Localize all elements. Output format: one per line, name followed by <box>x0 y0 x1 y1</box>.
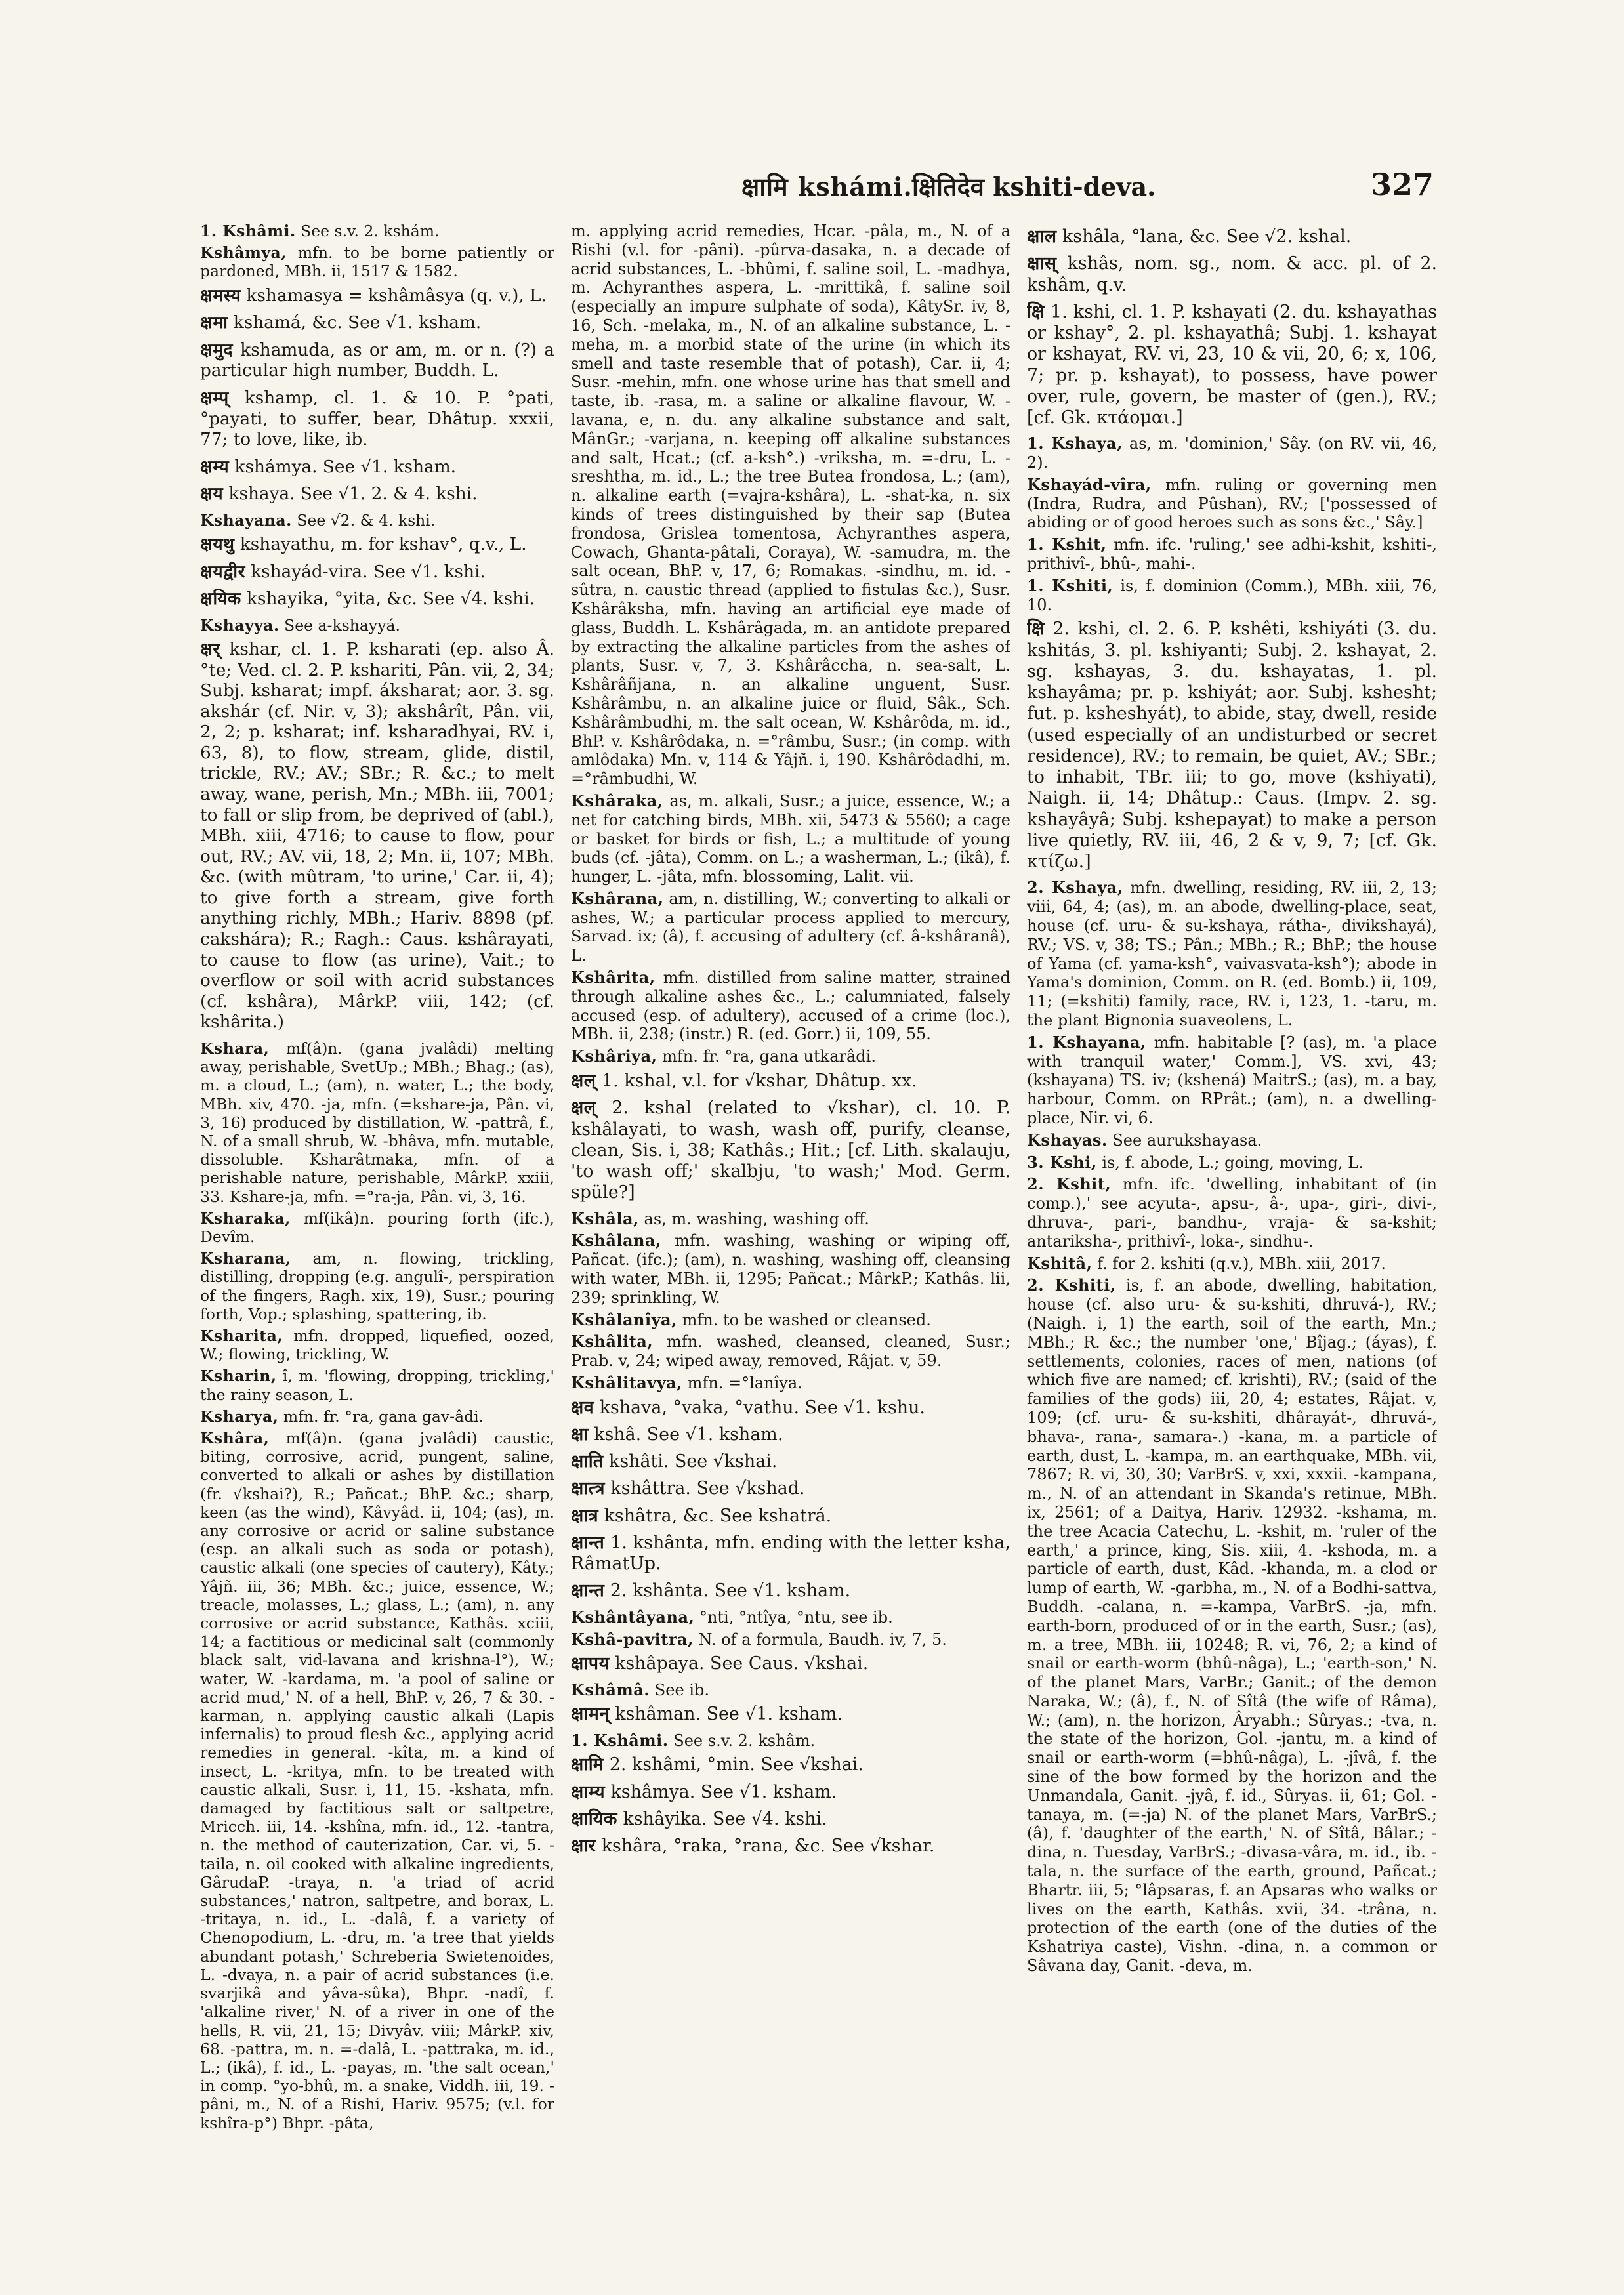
entry-headword: Ksharya, <box>200 1407 279 1426</box>
running-head-center: क्षितिदेव kshiti-deva. <box>912 172 1156 201</box>
entry-headword: Kshârita, <box>571 968 656 987</box>
dictionary-entry <box>200 340 554 382</box>
dictionary-entry <box>1027 619 1437 873</box>
entry-headword: क्षार <box>571 1836 596 1857</box>
dictionary-entry <box>200 484 554 505</box>
entry-definition: kshamá, &c. See √1. ksham. <box>228 313 482 333</box>
entry-definition: kshâttra. See √kshad. <box>604 1478 805 1499</box>
entry-definition: See ib. <box>650 1680 709 1699</box>
entry-definition: °nti, °ntîya, °ntu, see ib. <box>694 1607 893 1626</box>
dictionary-entry <box>1027 434 1437 472</box>
dictionary-entry <box>571 1533 1010 1575</box>
entry-headword: क्षव <box>571 1397 594 1418</box>
entry-definition: N. of a formula, Baudh. iv, 7, 5. <box>693 1630 947 1649</box>
dictionary-entry <box>200 457 554 478</box>
dictionary-entry <box>571 1630 1010 1649</box>
entry-headword: 3. Kshi, <box>1027 1152 1097 1172</box>
dictionary-entry <box>200 639 554 1033</box>
entry-headword: Ksharaka, <box>200 1209 291 1228</box>
entry-definition: See √2. & 4. kshi. <box>291 510 436 529</box>
entry-definition: mfn. dwelling, residing, RV. iii, 2, 13; viii, 64, 4; (as), m. an abode, dwelling-place, seat, house (cf. uru- & su-kshaya, rátha-, divikshayá), RV.; VS. v, 38; TS.; Pân.; MBh.; R.; BhP.; the house of Yama (cf. yama-ksh°, vaivasvata-ksh°); abode in Yama's dominion, Comm. on R. (ed. Bomb.) ii, 109, 11; (=kshiti) family, race, RV. i, 123, 1. -taru, m. the plant Bignonia suaveolens, L. <box>1027 879 1437 1029</box>
column-1 <box>200 222 554 2213</box>
entry-definition: 2. kshi, cl. 2. 6. P. kshêti, kshiyáti (3. du. kshitás, 3. pl. kshiyanti; Subj. 2. kshayat, 2. sg. kshayas, 3. du. kshayatas, 1. pl. kshayâma; pr. p. kshiyát; aor. Subj. kshesht; fut. p. ksheshyát), to abide, stay, dwell, reside (used especially of an undisturbed or secret residence), RV.; to remain, be quiet, AV.; SBr.; to inhabit, TBr. iii; to go, move (kshiyati), Naigh. ii, 14; Dhâtup.: Caus. (Impv. 2. sg. kshayâyâ; Subj. kshepayat) to make a person live quietly, RV. iii, 46, 2 & v, 9, 7; [cf. Gk. κτίζω.] <box>1027 619 1437 873</box>
entry-headword: क्षाति <box>571 1451 604 1472</box>
entry-definition: 1. kshi, cl. 1. P. kshayati (2. du. kshayathas or kshay°, 2. pl. kshayathâ; Subj. 1. kshayat or kshayat, RV. vi, 23, 10 & vii, 20, 6; x, 106, 7; pr. p. kshayat), to possess, have power over, rule, govern, be master of (gen.), RV.; [cf. Gk. κτάομαι.] <box>1027 301 1437 428</box>
dictionary-entry <box>200 1209 554 1246</box>
entry-definition: kshâman. See √1. ksham. <box>609 1704 843 1725</box>
entry-headword: Kshayas. <box>1027 1130 1108 1149</box>
dictionary-entry <box>1027 476 1437 532</box>
entry-definition: 2. kshânta. See √1. ksham. <box>604 1581 851 1602</box>
dictionary-entry <box>1027 535 1437 573</box>
dictionary-entry <box>571 1836 1010 1857</box>
dictionary-entry <box>200 1407 554 1426</box>
entry-headword: Kshâla, <box>571 1209 639 1228</box>
dictionary-entry <box>571 1782 1010 1803</box>
dictionary-entry <box>200 1367 554 1403</box>
dictionary-entry <box>200 312 554 334</box>
entry-definition: mfn. washed, cleansed, cleaned, Susr.; Prab. v, 24; wiped away, removed, Râjat. v, 59. <box>571 1333 1010 1371</box>
dictionary-entry <box>1027 302 1437 429</box>
entry-headword: Kshâriya, <box>571 1046 657 1066</box>
entry-headword: 2. Kshaya, <box>1027 878 1123 898</box>
dictionary-entry <box>571 1581 1010 1602</box>
column-3 <box>1027 222 1437 2213</box>
entry-headword: क्षान्त <box>571 1532 605 1553</box>
entry-headword: क्षास् <box>1027 253 1057 274</box>
dictionary-entry <box>1027 253 1437 296</box>
dictionary-entry <box>200 589 554 610</box>
entry-definition: is, f. an abode, dwelling, habitation, house (cf. also uru- & su-kshiti, dhruvá-), RV.; (Naigh. i, 1) the earth, soil of the earth, Mn.; MBh.; R. &c.; the number 'one,' Bîjag.; (áyas), f. settlements, colonies, races of men, nations (of which five are named; cf. krishti), RV.; (said of the families of the gods) iii, 20, 4; estates, Râjat. v, 109; (cf. uru- & su-kshiti, dhârayát-, dhruvá-, bhava-, rana-, samara-.) -kana, m. a particle of earth, dust, L. -kampa, m. an earthquake, MBh. vii, 7867; R. vi, 30, 30; VarBrS. v, xxi, xxxii. -kampana, m., N. of an attendant in Skanda's retinue, MBh. ix, 2561; of a Daitya, Hariv. 12932. -kshama, m. the tree Acacia Catechu, L. -kshit, m. 'ruler of the earth,' a prince, king, Sis. xiii, 4. -kshoda, m. a particle of earth, dust, Kâd. -khanda, m. a clod or lump of earth, W. -garbha, m., N. of a Bodhi-sattva, Buddh. -calana, n. =-kampa, VarBrS. -ja, mfn. earth-born, produced of or in the earth, Susr.; (as), m. a tree, MBh. iii, 10248; R. vi, 76, 2; a kind of snail or earth-worm (bhû-nâga), L.; 'earth-son,' N. of the planet Mars, VarBr.; Ganit.; of the demon Naraka, W.; (â), f., N. of Sîtâ (the wife of Râma), W.; (am), n. the horizon, Âryabh.; Sûryas.; -tva, n. the state of the horizon, Gol. -jantu, m. a kind of snail or earth-worm (=bhû-nâga), L. -jîvâ, f. the sine of the bow formed by the horizon and the Unmandala, Ganit. -jyâ, f. id., Sûryas. ii, 61; Gol. -tanaya, m. (=-ja) N. of the planet Mars, VarBrS.; (â), f. 'daughter of the earth,' N. of Sîtâ, Bâlar.; -dina, n. Tuesday, VarBrS.; -divasa-vâra, m. id., ib. -tala, n. the surface of the earth, ground, Pañcat.; Bhartr. iii, 5; °lâpsaras, f. an Apsaras who walks or lives on the earth, Kathâs. xvii, 34. -trâna, n. protection of the earth (one of the duties of the Kshatriya caste), Vishn. -dina, n. a common or Sâvana day, Ganit. -deva, m. <box>1027 1276 1437 1975</box>
dictionary-entry <box>200 616 554 634</box>
entry-headword: 1. Kshaya, <box>1027 434 1123 453</box>
dictionary-entry <box>1027 226 1437 247</box>
entry-definition: 2. kshâmi, °min. See √kshai. <box>604 1754 864 1775</box>
entry-definition: m. applying acrid remedies, Hcar. -pâla, m., N. of a Rishi (v.l. for -pâni). -pûrva-dasaka, n. a decade of acrid substances, L. -bhûmi, f. saline soil, L. -madhya, m. Achyranthes aspera, L. -mrittikâ, f. saline soil (especially an impure sulphate of soda), KâtySr. iv, 8, 16, Sch. -melaka, m., N. of an alkaline substance, L. -meha, m. a morbid state of the urine (in which its smell and taste resemble that of potash), Car. ii, 4; Susr. -mehin, mfn. one whose urine has that smell and taste, ib. -rasa, m. a saline or alkaline flavour, W. -lavana, e, n. du. any alkaline substance and salt, MânGr.; -varjana, n. keeping off alkaline substances and salt, Hcat.; (cf. a-ksh°.) -vriksha, m. =-dru, L. -sreshtha, m. id., L.; the tree Butea frondosa, L.; (am), n. alkaline earth (=vajra-kshâra), L. -shat-ka, n. six kinds of trees distinguished by their sap (Butea frondosa, Grislea tomentosa, Achyranthes aspera, Cowach, Ghanta-pâtali, Coraya), W. -samudra, m. the salt ocean, BhP. v, 17, 6; Romakas. -sindhu, m. id. -sûtra, n. caustic thread (applied to fistulas &c.), Susr. Kshârâksha, mfn. having an artificial eye made of glass, Buddh. L. Kshârâgada, m. an antidote prepared by extracting the alkaline particles from the ashes of plants, Susr. v, 7, 3. Kshârâccha, n. sea-salt, L. Kshârâñjana, n. an alkaline unguent, Susr. Kshârâmbu, n. an alkaline juice or fluid, Sâk., Sch. Kshârâmbudhi, m. the salt ocean, W. Kshârôda, m. id., BhP. v. Kshârôdaka, n. =°râmbu, Susr.; (in comp. with amlôdaka) Mn. v, 114 & Yâjñ. i, 190. Kshârôdadhi, m. =°râmbudhi, W. <box>571 222 1010 789</box>
entry-headword: 1. Kshayana, <box>1027 1032 1146 1052</box>
dictionary-entry <box>571 1506 1010 1527</box>
entry-definition: mfn. fr. °ra, gana gav-âdi. <box>278 1407 484 1426</box>
dictionary-entry <box>571 1047 1010 1066</box>
dictionary-entry <box>1027 879 1437 1029</box>
dictionary-entry <box>200 1039 554 1206</box>
entry-definition: mfn. to be washed or cleansed. <box>677 1310 931 1329</box>
dictionary-entry <box>571 792 1010 886</box>
entry-definition: as, m. 'dominion,' Sây. (on RV. vii, 46, 2). <box>1027 434 1437 472</box>
entry-definition: is, f. dominion (Comm.), MBh. xiii, 76, 10. <box>1027 576 1437 614</box>
dictionary-entry <box>571 1098 1010 1203</box>
dictionary-entry <box>571 1608 1010 1627</box>
entry-definition: kshayika, °yita, &c. See √4. kshi. <box>241 589 535 610</box>
entry-definition: 1. kshânta, mfn. ending with the letter ksha, RâmatUp. <box>571 1532 1010 1575</box>
dictionary-entry <box>1027 1033 1437 1128</box>
entry-headword: क्षात्र <box>571 1505 599 1526</box>
dictionary-entry <box>571 1653 1010 1674</box>
entry-headword: क्षम्प् <box>200 387 229 408</box>
entry-headword: Kshâraka, <box>571 791 663 810</box>
running-head <box>0 169 1624 215</box>
entry-headword: 1. Kshit, <box>1027 535 1107 554</box>
entry-definition: kshâti. See √kshai. <box>603 1451 778 1472</box>
entry-definition: kshâmya. See √1. ksham. <box>605 1781 837 1802</box>
entry-definition: f. for 2. kshiti (q.v.), MBh. xiii, 2017. <box>1092 1254 1386 1273</box>
dictionary-entry <box>200 222 554 240</box>
entry-headword: क्षयिक <box>200 589 241 610</box>
entry-headword: Kshara, <box>200 1039 270 1058</box>
entry-headword: क्षायिक <box>571 1808 617 1829</box>
entry-headword: Kshâlanîya, <box>571 1310 677 1329</box>
entry-definition: kshamasya = kshâmâsya (q. v.), L. <box>241 285 547 306</box>
dictionary-entry <box>200 511 554 529</box>
entry-definition: mfn. habitable [? (as), m. 'a place with tranquil water,' Comm.], VS. xvi, 43; (kshayana) TS. iv; (kshená) MaitrS.; (as), m. a bay, harbour, Comm. on RPrât.; (am), n. a dwelling-place, Nir. vi, 6. <box>1027 1033 1437 1127</box>
entry-headword: Kshâlita, <box>571 1332 654 1352</box>
entry-definition: kshar, cl. 1. P. ksharati (ep. also Â. °te; Ved. cl. 2. P. kshariti, Pân. vii, 2, 34; Subj. ksharat; impf. áksharat; aor. 3. sg. akshár (cf. Nir. v, 3); akshârît, Pân. vii, 2, 2; p. ksharat; inf. ksharadhyai, RV. i, 63, 8), to flow, stream, glide, distil, trickle, RV.; AV.; SBr.; R. &c.; to melt away, wane, perish, Mn.; MBh. iii, 7001; to fall or slip from, be deprived of (abl.), MBh. xiii, 4716; to cause to flow, pour out, RV.; AV. vii, 18, 2; Mn. ii, 107; MBh. &c. (with mûtram, 'to urine,' Car. ii, 4); to give forth a stream, give forth anything richly, MBh.; Hariv. 8898 (pf. cakshára); R.; Ragh.: Caus. kshârayati, to cause to flow (as urine), Vait.; to overflow or soil with acrid substances (cf. kshâra), MârkP. viii, 142; (cf. kshârita.) <box>200 639 554 1033</box>
entry-definition: 2. kshal (related to √kshar), cl. 10. P. kshâlayati, to wash, wash off, purify, cleanse, clean, Sis. i, 38; Kathâs.; Hit.; [cf. Lith. skalauju, 'to wash off;' skalbju, 'to wash;' Mod. Germ. spüle?] <box>571 1098 1010 1203</box>
dictionary-entry <box>1027 1153 1437 1172</box>
entry-headword: Ksharita, <box>200 1326 283 1345</box>
entry-headword: क्षामि <box>571 1754 604 1775</box>
entry-definition: mfn. ruling or governing men (Indra, Rudra, and Pûshan), RV.; ['possessed of abiding or of good heroes such as sons &c.,' Sây.] <box>1027 475 1437 532</box>
entry-definition: kshámya. See √1. ksham. <box>229 457 457 477</box>
entry-headword: क्षमस्य <box>200 285 241 306</box>
dictionary-entry <box>1027 577 1437 615</box>
dictionary-entry <box>200 1249 554 1323</box>
entry-definition: kshaya. See √1. 2. & 4. kshi. <box>223 484 478 505</box>
dictionary-entry <box>571 1809 1010 1830</box>
entry-headword: क्षात्त्र <box>571 1478 605 1499</box>
entry-definition: mf(â)n. (gana jvalâdi) caustic, biting, corrosive, acrid, pungent, saline, converted to alkali or ashes by distillation (fr. √kshai?), R.; Pañcat.; BhP. &c.; sharp, keen (as the wind), Kâvyâd. ii, 104; (as), m. any corrosive or acrid or saline substance (esp. an alkali such as soda or potash), caustic alkali (one species of cautery), Kâty.; Yâjñ. iii, 36; MBh. &c.; juice, essence, W.; treacle, molasses, L.; glass, L.; (am), n. any corrosive or acrid substance, Kathâs. xciii, 14; a factitious or medicinal salt (commonly black salt, vid-lavana and krishna-l°), W.; water, W. -kardama, m. 'a pool of saline or acrid mud,' N. of a hell, BhP. v, 26, 7 & 30. -karman, n. applying caustic alkali (Lapis infernalis) to proud flesh &c., applying acrid remedies in general. -kîta, m. a kind of insect, L. -kritya, mfn. to be treated with caustic alkali, Susr. i, 11, 15. -kshata, mfn. damaged by factitious salt or saltpetre, Mricch. iii, 14. -kshîna, mfn. id., 12. -tantra, n. the method of cauterization, Car. vi, 5. -taila, n. oil cooked with alkaline ingredients, GârudaP. -traya, n. 'a triad of acrid substances,' natron, saltpetre, and borax, L. -tritaya, n. id., L. -dalâ, f. a variety of Chenopodium, L. -dru, m. 'a tree that yields abundant potash,' Schreberia Swietenoides, L. -dvaya, n. a pair of acrid substances (i.e. svarjikâ and yâva-sûka), Bhpr. -nadî, f. 'alkaline river,' N. of a river in one of the hells, R. vii, 21, 15; Divyâv. viii; MârkP. xiv, 68. -pattra, m. n. =-dalâ, L. -pattraka, m. id., L.; (ikâ), f. id., L. -payas, m. 'the salt ocean,' in comp. °yo-bhû, m. a snake, Viddh. iii, 19. -pâni, m., N. of a Rishi, Hariv. 9575; (v.l. for kshîra-p°) Bhpr. -pâta, <box>200 1429 554 2132</box>
dictionary-entry <box>200 243 554 280</box>
dictionary-entry <box>571 1704 1010 1725</box>
dictionary-entry <box>571 1397 1010 1418</box>
entry-definition: mf(â)n. (gana jvalâdi) melting away, perishable, SvetUp.; MBh.; Bhag.; (as), m. a cloud, L.; (am), n. water, L.; the body, MBh. xiv, 470. -ja, mfn. (=kshare-ja, Pân. vi, 3, 16) produced by distillation, W. -pattrâ, f., N. of a small shrub, W. -bhâva, mfn. mutable, dissoluble. Ksharâtmaka, mfn. of a perishable nature, perishable, MârkP. xxiii, 33. Kshare-ja, mfn. =°ra-ja, Pân. vi, 3, 16. <box>200 1039 554 1206</box>
entry-definition: kshâra, °raka, °rana, &c. See √kshar. <box>596 1836 935 1857</box>
page-number: 327 <box>1370 167 1434 202</box>
dictionary-entry <box>200 1327 554 1363</box>
entry-headword: क्षयथु <box>200 534 235 555</box>
dictionary-entry <box>571 1210 1010 1229</box>
entry-definition: mfn. ifc. 'dwelling, inhabitant of (in comp.),' see acyuta-, apsu-, â-, upa-, giri-, divi-, dhruva-, pari-, bandhu-, vraja- & sa-kshit; antariksha-, prithivî-, loka-, sindhu-. <box>1027 1175 1437 1251</box>
entry-headword: Kshâmâ. <box>571 1680 650 1699</box>
entry-definition: See s.v. 2. kshâm. <box>668 1731 816 1750</box>
entry-definition: See a-kshayyá. <box>279 615 400 634</box>
entry-definition: as, m. washing, washing off. <box>638 1209 869 1228</box>
entry-headword: क्षामन् <box>571 1704 610 1725</box>
entry-headword: Kshayya. <box>200 615 280 634</box>
entry-headword: 2. Kshit, <box>1027 1174 1112 1194</box>
dictionary-entry <box>571 1333 1010 1371</box>
entry-headword: Kshâ-pavitra, <box>571 1629 694 1649</box>
dictionary-entry <box>1027 1131 1437 1150</box>
entry-headword: क्षाम्य <box>571 1781 606 1802</box>
entry-headword: 1. Kshâmi. <box>200 222 296 240</box>
entry-headword: Kshâlana, <box>571 1231 661 1251</box>
dictionary-entry <box>571 1374 1010 1393</box>
entry-headword: Kshântâyana, <box>571 1607 695 1626</box>
entry-headword: क्षम्य <box>200 456 230 477</box>
entry-definition: is, f. abode, L.; going, moving, L. <box>1096 1153 1364 1172</box>
entry-definition: 1. kshal, v.l. for √kshar, Dhâtup. xx. <box>596 1071 917 1092</box>
entry-headword: क्षि <box>1027 619 1045 640</box>
entry-headword: Kshitâ, <box>1027 1253 1093 1273</box>
entry-headword: क्षमा <box>200 312 228 333</box>
entry-headword: Kshayád-vîra, <box>1027 474 1152 494</box>
entry-definition: am, n. flowing, trickling, distilling, dropping (e.g. angulî-, perspiration of the fingers, Ragh. xix, 19), Susr.; pouring forth, Vop.; splashing, spattering, ib. <box>200 1249 554 1323</box>
entry-definition: kshamuda, as or am, m. or n. (?) a particular high number, Buddh. L. <box>200 340 554 381</box>
dictionary-entry <box>200 562 554 583</box>
entry-definition: kshâyika. See √4. kshi. <box>617 1808 827 1829</box>
dictionary-entry <box>571 1478 1010 1499</box>
entry-headword: क्षय <box>200 484 224 505</box>
entry-headword: क्षर् <box>200 638 220 659</box>
entry-headword: क्षापय <box>571 1653 610 1674</box>
dictionary-entry <box>571 890 1010 965</box>
dictionary-entry <box>571 1231 1010 1307</box>
entry-headword: 2. Kshiti, <box>1027 1275 1116 1295</box>
dictionary-entry <box>571 1424 1010 1445</box>
entry-definition: kshayathu, m. for kshav°, q.v., L. <box>234 535 527 555</box>
entry-definition: kshâpaya. See Caus. √kshai. <box>609 1653 869 1674</box>
entry-definition: mfn. dropped, liquefied, oozed, W.; flowing, trickling, W. <box>200 1326 554 1364</box>
dictionary-entry <box>571 1681 1010 1700</box>
dictionary-entry <box>571 1071 1010 1092</box>
dictionary-entry <box>571 1754 1010 1775</box>
entry-headword: क्षल् <box>571 1098 596 1119</box>
entry-definition: mfn. to be borne patiently or pardoned, MBh. ii, 1517 & 1582. <box>200 243 554 281</box>
dictionary-entry <box>571 1311 1010 1330</box>
entry-definition: î, m. 'flowing, dropping, trickling,' the rainy season, L. <box>200 1367 554 1404</box>
entry-headword: क्षाल <box>1027 226 1057 247</box>
entry-headword: क्षल् <box>571 1071 596 1092</box>
entry-definition: am, n. distilling, W.; converting to alkali or ashes, W.; a particular process applied to mercury, Sarvad. ix; (â), f. accusing of adultery (cf. â-kshâranâ), L. <box>571 889 1010 965</box>
entry-headword: Ksharana, <box>200 1249 291 1268</box>
dictionary-entry <box>200 388 554 451</box>
entry-definition: mfn. fr. °ra, gana utkarâdi. <box>657 1047 876 1066</box>
entry-headword: क्षान्त <box>571 1581 605 1602</box>
entry-headword: Kshârana, <box>571 888 664 908</box>
dictionary-entry <box>571 222 1010 789</box>
entry-definition: See aurukshayasa. <box>1107 1130 1262 1149</box>
dictionary-entry <box>200 534 554 556</box>
entry-definition: mfn. ifc. 'ruling,' see adhi-kshit, kshiti-, prithivî-, bhû-, mahi-. <box>1027 535 1437 573</box>
entry-headword: क्षयद्वीर <box>200 561 245 582</box>
entry-headword: Kshâra, <box>200 1429 270 1447</box>
entry-definition: kshâla, °lana, &c. See √2. kshal. <box>1056 226 1352 247</box>
entry-definition: kshayád-vira. See √1. kshi. <box>245 562 486 582</box>
dictionary-entry <box>571 968 1010 1044</box>
entry-headword: क्षि <box>1027 301 1045 322</box>
entry-definition: mfn. distilled from saline matter, strained through alkaline ashes &c., L.; calumniated, falsely accused (esp. of adultery), accused of a crime (loc.), MBh. ii, 238; (instr.) R. (ed. Gorr.) ii, 109, 55. <box>571 968 1010 1044</box>
entry-headword: क्षमुद <box>200 339 234 360</box>
entry-headword: 1. Kshâmi. <box>571 1730 669 1750</box>
dictionary-entry <box>1027 1276 1437 1975</box>
entry-headword: Ksharin, <box>200 1367 277 1386</box>
entry-headword: Kshayana. <box>200 510 292 529</box>
entry-definition: mf(ikâ)n. pouring forth (ifc.), Devîm. <box>200 1209 554 1246</box>
entry-headword: Kshâmya, <box>200 243 287 262</box>
entry-headword: क्षा <box>571 1424 589 1445</box>
dictionary-entry <box>1027 1254 1437 1273</box>
running-head-left: क्षामि kshámi. <box>741 172 913 201</box>
entry-definition: kshâ. See √1. ksham. <box>588 1424 783 1445</box>
entry-definition: kshava, °vaka, °vathu. See √1. kshu. <box>594 1397 925 1418</box>
entry-headword: Kshâlitavya, <box>571 1373 683 1392</box>
entry-definition: mfn. =°lanîya. <box>682 1373 802 1392</box>
column-2 <box>571 222 1010 2213</box>
entry-definition: mfn. washing, washing or wiping off, Pañcat. (ifc.); (am), n. washing, washing off, cleansing with water, MBh. ii, 1295; Pañcat.; MârkP.; Kathâs. lii, 239; sprinkling, W. <box>571 1231 1010 1307</box>
dictionary-entry <box>200 1429 554 2132</box>
entry-definition: kshamp, cl. 1. & 10. P. °pati, °payati, to suffer, bear, Dhâtup. xxxii, 77; to love, like, ib. <box>200 388 554 450</box>
entry-definition: See s.v. 2. kshám. <box>295 222 440 240</box>
entry-definition: as, m. alkali, Susr.; a juice, essence, W.; a net for catching birds, MBh. xii, 5473 & 5560; a cage or basket for birds or fish, L.; a multitude of young buds (cf. -jâta), Comm. on L.; a washerman, L.; (ikâ), f. hunger, L. -jâta, mfn. blossoming, Lalit. vii. <box>571 791 1010 886</box>
dictionary-entry <box>571 1451 1010 1472</box>
entry-headword: 1. Kshiti, <box>1027 575 1114 595</box>
dictionary-entry <box>1027 1175 1437 1251</box>
entry-definition: kshâs, nom. sg., nom. & acc. pl. of 2. kshâm, q.v. <box>1027 253 1437 295</box>
dictionary-entry <box>200 285 554 307</box>
dictionary-entry <box>571 1731 1010 1750</box>
entry-definition: kshâtra, &c. See kshatrá. <box>598 1505 832 1526</box>
